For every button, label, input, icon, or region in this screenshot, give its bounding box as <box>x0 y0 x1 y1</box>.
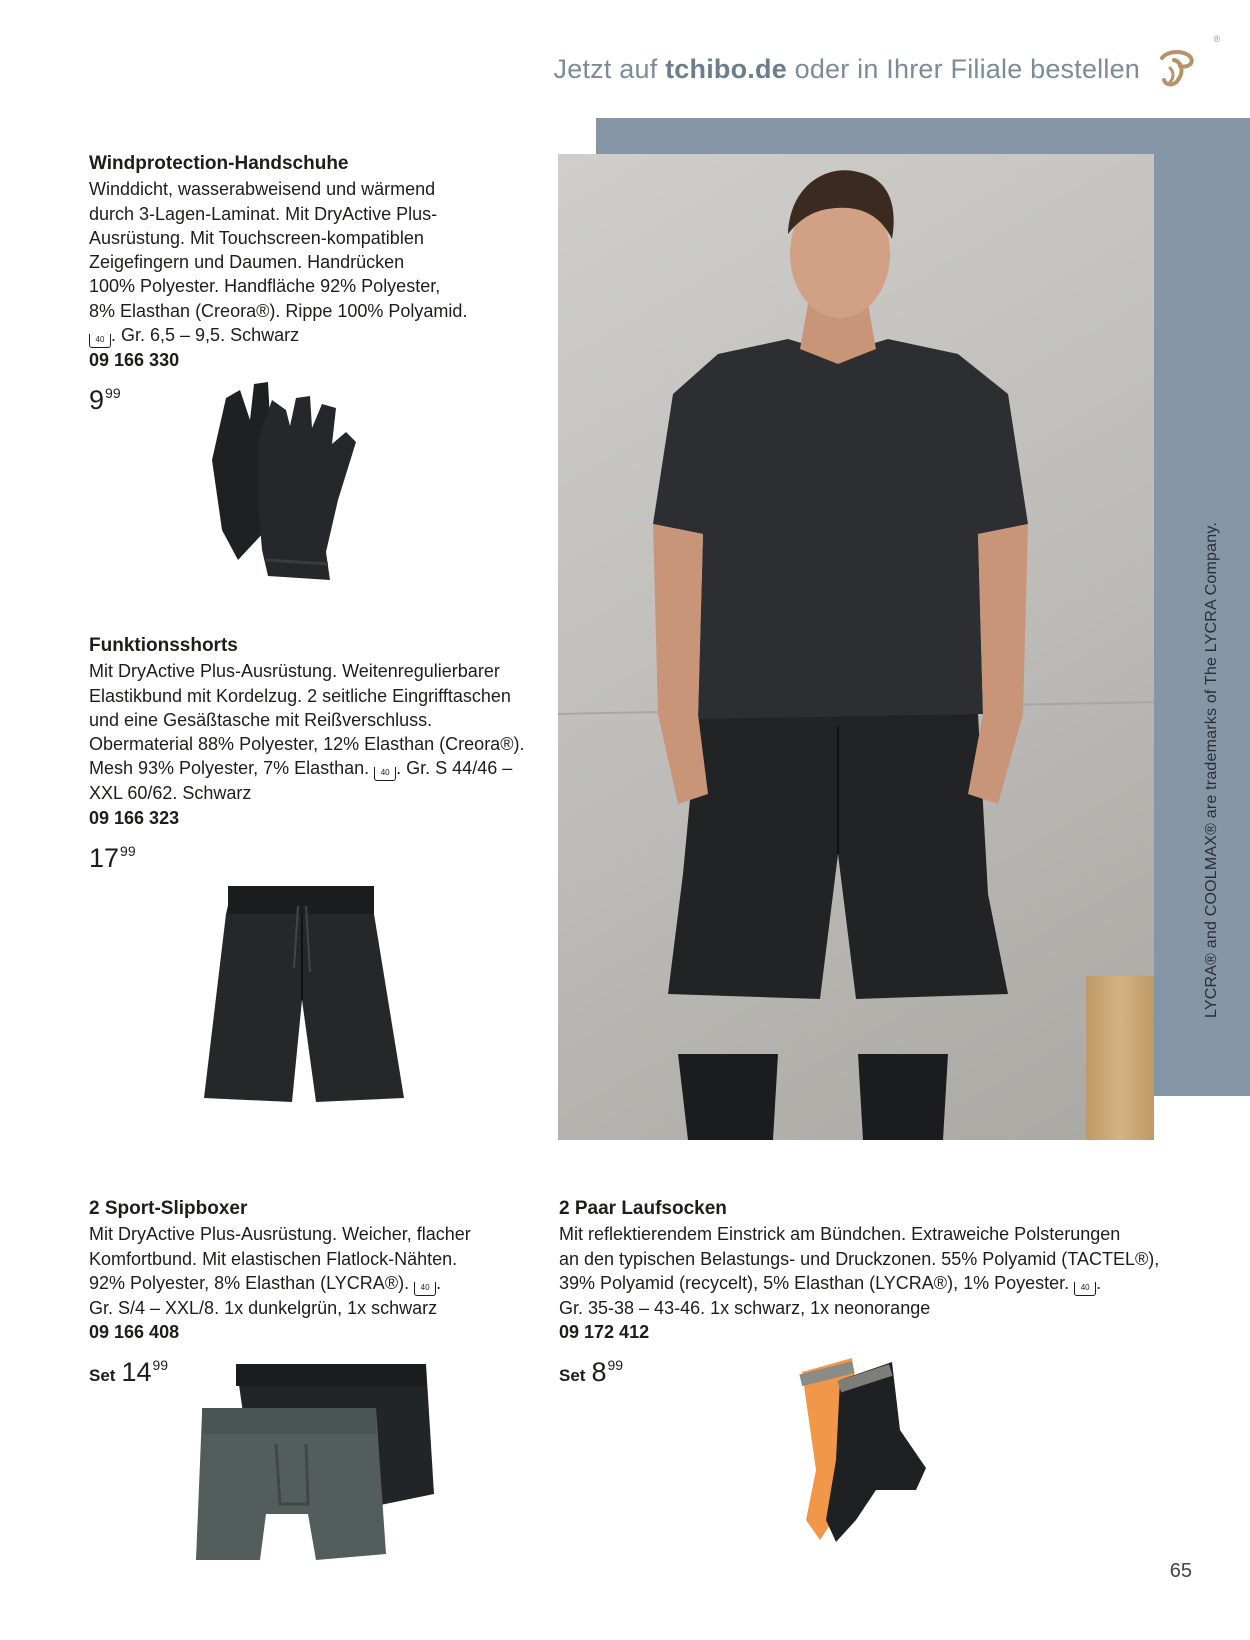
punctuation: . <box>1096 1272 1102 1293</box>
tchibo-bean-logo-icon <box>1154 46 1198 90</box>
size-text: . Gr. S 44/46 – <box>396 758 513 779</box>
product-description-line3 <box>89 1271 549 1296</box>
product-description: Mit DryActive Plus-Ausrüstung. Weitenregulierbarer Elastikbund mit Kordelzug. 2 seitliche Eingrifftaschen und eine Gesäßtasche mit Reißverschluss. Obermaterial 88% Polyester, 12% Elasthan (Creora®). <box>89 661 525 755</box>
product-description-line3 <box>559 1271 1199 1296</box>
product-title: 2 Paar Laufsocken <box>559 1198 727 1219</box>
price-cents: 99 <box>105 385 121 402</box>
header-tagline <box>554 54 1140 85</box>
price-main: 14 <box>121 1357 152 1388</box>
price-cents: 99 <box>152 1357 169 1374</box>
page-number: 65 <box>1169 1560 1192 1582</box>
product-description-line6: XXL 60/62. Schwarz <box>89 783 252 804</box>
product-description: Mit reflektierendem Einstrick am Bündchen. Extraweiche Polsterungen an den typischen Belastungs- und Druckzonen. 55% Polyamid (TACTEL®), <box>559 1224 1160 1269</box>
article-number: 09 166 330 <box>89 350 180 371</box>
product-description: Winddicht, wasserabweisend und wärmend durch 3-Lagen-Laminat. Mit DryActive Plus- Ausrüstung. Mit Touchscreen-kompatiblen Zeigefingern und Daumen. Handrücken 100% Polyester. Handfläche 92% Polyester, 8% Elasthan (Creora®). Rippe 100% Polyamid. <box>89 179 468 321</box>
tagline-text: Jetzt auf <box>553 54 666 84</box>
price-cents: 99 <box>120 843 136 860</box>
price-set-label: Set <box>559 1366 586 1386</box>
article-number: 09 172 412 <box>559 1322 650 1343</box>
tagline-brand[interactable]: tchibo.de <box>665 54 787 84</box>
product-description: Mit DryActive Plus-Ausrüstung. Weicher, flacher Komfortbund. Mit elastischen Flatlock-Nähten. <box>89 1224 471 1269</box>
wash-40-icon: 40 <box>414 1282 436 1296</box>
socks-image <box>796 1350 936 1550</box>
product-description-line4: Gr. S/4 – XXL/8. 1x dunkelgrün, 1x schwarz <box>89 1297 438 1318</box>
trademark-note: LYCRA® and COOLMAX® are trademarks of The LYCRA Company. <box>1203 521 1220 1019</box>
wash-40-icon: 40 <box>374 767 396 781</box>
slipboxer-image <box>196 1364 446 1564</box>
price-cents: 99 <box>607 1357 624 1374</box>
material-text: 92% Polyester, 8% Elasthan (LYCRA®). <box>89 1272 415 1293</box>
gloves-image <box>198 380 368 592</box>
punctuation: . <box>436 1272 442 1293</box>
product-title: Windprotection-Handschuhe <box>89 153 349 174</box>
product-description-tail <box>89 323 539 348</box>
product-description-line4: Gr. 35-38 – 43-46. 1x schwarz, 1x neonorange <box>559 1297 931 1318</box>
price-set-label: Set <box>89 1366 116 1386</box>
article-number: 09 166 323 <box>89 807 180 828</box>
price-main: 9 <box>89 385 105 416</box>
price-main: 8 <box>591 1357 607 1388</box>
wash-40-icon: 40 <box>89 334 111 348</box>
wash-40-icon: 40 <box>1074 1282 1096 1296</box>
size-color: . Gr. 6,5 – 9,5. Schwarz <box>111 325 300 346</box>
shorts-image <box>198 880 408 1105</box>
price <box>89 834 559 875</box>
product-title: Funktionsshorts <box>89 635 238 656</box>
product-gloves <box>89 152 539 417</box>
price-main: 17 <box>89 843 120 874</box>
material-text: Mesh 93% Polyester, 7% Elasthan. <box>89 758 375 779</box>
material-text: 39% Polyamid (recycelt), 5% Elasthan (LYCRA®), 1% Poyester. <box>559 1272 1075 1293</box>
tagline-text-end: oder in Ihrer Filiale bestellen <box>786 54 1140 84</box>
model-photo <box>558 154 1154 1140</box>
product-title: 2 Sport-Slipboxer <box>89 1198 248 1219</box>
product-description-line5 <box>89 756 559 781</box>
registered-mark: ® <box>1213 34 1220 44</box>
article-number: 09 166 408 <box>89 1322 180 1343</box>
product-shorts <box>89 634 559 875</box>
